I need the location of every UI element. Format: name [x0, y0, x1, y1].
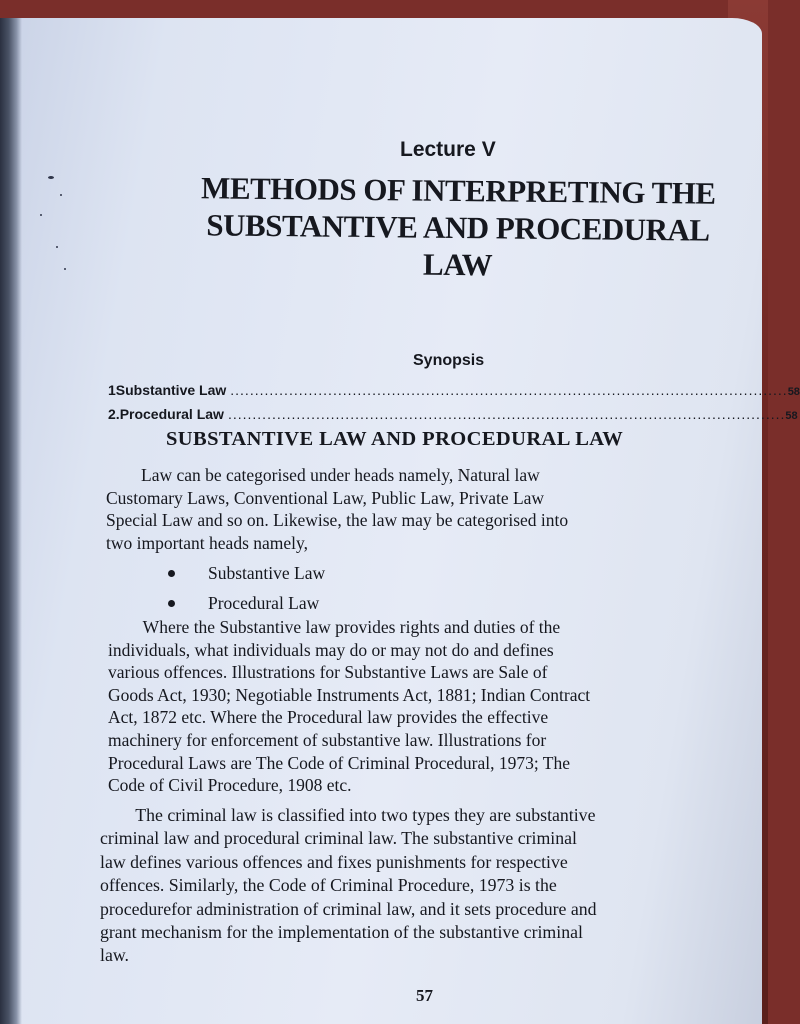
- paragraph-line: Goods Act, 1930; Negotiable Instruments Act, 1881; Indian Contract: [108, 684, 591, 705]
- paragraph-line: offences. Similarly, the Code of Criminal Procedure, 1973 is the: [100, 875, 557, 896]
- ink-speck: [48, 176, 54, 179]
- leader-dots: ..................................................................................................................: [227, 406, 786, 422]
- paragraph-line: Code of Civil Procedure, 1908 etc.: [108, 775, 352, 796]
- paragraph-line: individuals, what individuals may do or may not do and defines: [108, 639, 554, 660]
- section-heading: SUBSTANTIVE LAW AND PROCEDURAL LAW: [166, 428, 624, 450]
- paragraph-line: Special Law and so on. Likewise, the law may be categorised into: [106, 510, 569, 531]
- bullet-icon: [168, 600, 175, 607]
- ink-speck: [56, 246, 58, 248]
- synopsis-entry-label: Substantive Law: [115, 382, 227, 398]
- paragraph-line: law defines various offences and fixes punishments for respective: [100, 851, 568, 872]
- synopsis-entry-page: 58: [785, 410, 798, 422]
- bullet-list: [168, 558, 325, 618]
- paragraph-criminal-law: [100, 804, 597, 968]
- book-page: [0, 18, 800, 1024]
- chapter-title-line: LAW: [422, 246, 493, 283]
- paragraph-line: Procedural Laws are The Code of Criminal Procedural, 1973; The: [108, 752, 570, 773]
- bullet-icon: [168, 570, 175, 577]
- paragraph-line: Law can be categorised under heads namely, Natural law: [106, 465, 540, 485]
- synopsis-entry: [108, 406, 798, 430]
- ink-speck: [64, 268, 66, 270]
- paragraph-line: machinery for enforcement of substantive law. Illustrations for: [108, 729, 547, 750]
- synopsis-heading: Synopsis: [413, 352, 485, 369]
- paragraph-line: law.: [100, 945, 129, 966]
- synopsis-entry-label: Procedural Law: [119, 406, 224, 422]
- paragraph-line: Customary Laws, Conventional Law, Public Law, Private Law: [106, 487, 545, 508]
- synopsis-list: [108, 382, 800, 430]
- synopsis-entry-number: 1: [108, 382, 116, 398]
- synopsis-entry-number: 2.: [108, 406, 120, 422]
- chapter-title-line: SUBSTANTIVE AND PROCEDURAL: [206, 207, 710, 248]
- bullet-item: [168, 558, 325, 588]
- leader-dots: ..................................................................................................................: [230, 382, 788, 398]
- lecture-label: Lecture V: [400, 138, 496, 161]
- ink-speck: [40, 214, 42, 216]
- paragraph-substantive: [108, 616, 590, 797]
- ink-speck: [60, 194, 62, 196]
- page-number: 57: [416, 986, 433, 1005]
- paragraph-line: The criminal law is classified into two types they are substantive: [100, 805, 596, 825]
- paragraph-line: criminal law and procedural criminal law. The substantive criminal: [100, 828, 577, 849]
- bullet-item: [168, 588, 325, 618]
- paragraph-line: Where the Substantive law provides rights and duties of the: [108, 617, 561, 637]
- chapter-title: [137, 169, 778, 287]
- synopsis-entry: [108, 382, 800, 406]
- paragraph-intro: [106, 464, 568, 554]
- paragraph-line: procedurefor administration of criminal law, and it sets procedure and: [100, 898, 597, 919]
- paragraph-line: grant mechanism for the implementation of the substantive criminal: [100, 922, 583, 943]
- paragraph-line: Act, 1872 etc. Where the Procedural law provides the effective: [108, 707, 549, 728]
- synopsis-entry-page: 58: [787, 386, 800, 398]
- chapter-title-line: METHODS OF INTERPRETING THE: [200, 170, 716, 211]
- bullet-text: Procedural Law: [208, 592, 320, 613]
- bullet-text: Substantive Law: [208, 562, 326, 583]
- book-spine-shadow: [0, 18, 22, 1024]
- paragraph-line: various offences. Illustrations for Substantive Laws are Sale of: [108, 662, 548, 683]
- paragraph-line: two important heads namely,: [106, 532, 309, 553]
